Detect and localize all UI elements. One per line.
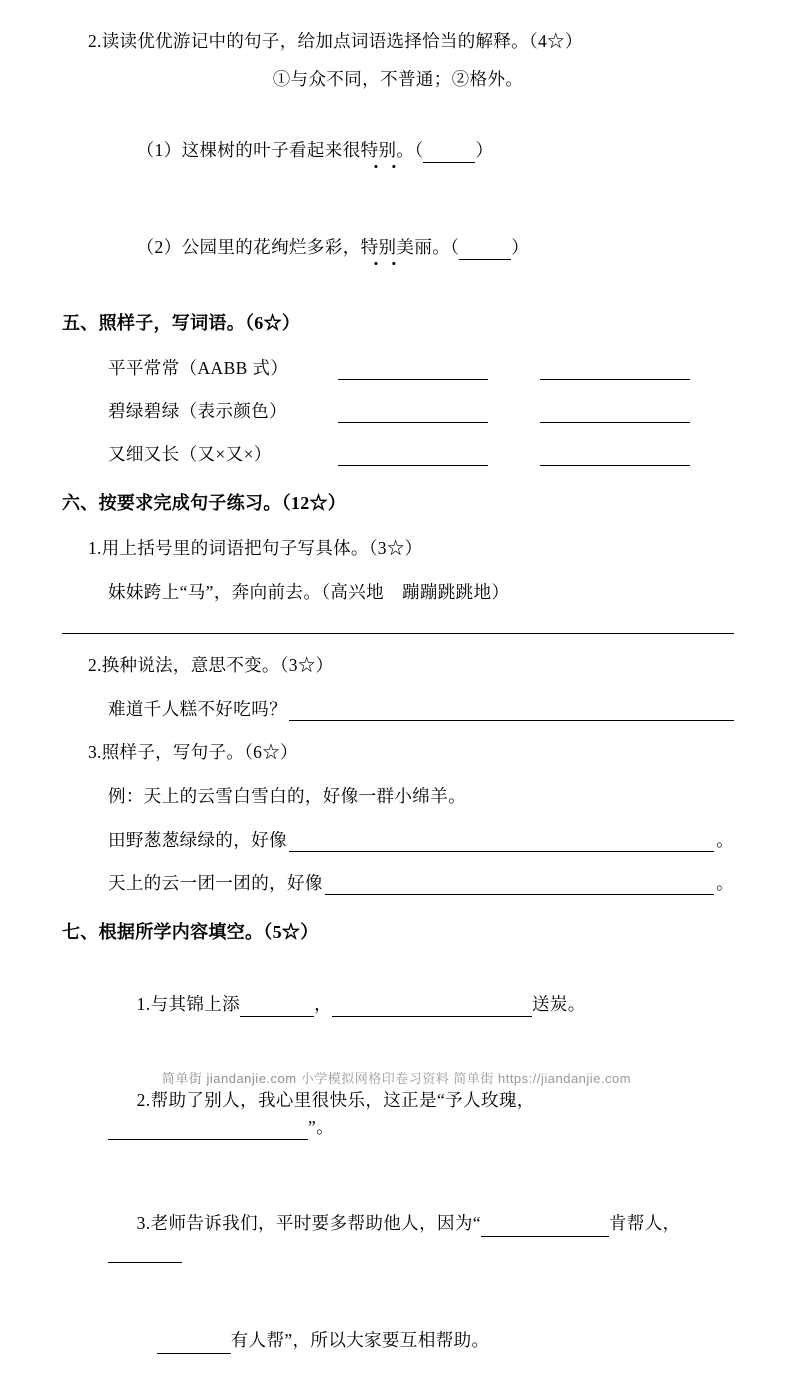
section-five-row-2 [108,398,734,423]
section-six-q2-answer-blank[interactable] [289,701,734,720]
row-2-blank-2[interactable] [540,404,690,423]
item-1-suffix: 。（ [396,139,424,160]
item-2-dotted-word: 特别 [361,234,397,260]
section-five-row-1 [108,355,734,380]
q3-part-c: 有人帮”，所以大家要互相帮助。 [230,1330,490,1351]
section-seven-heading: 七、根据所学内容填空。（5☆） [62,922,319,943]
section-six-q2-sentence-row [108,696,734,721]
q3-item-1-end: 。 [716,830,734,851]
section-five-heading: 五、照样子，写词语。（6☆） [62,313,301,333]
q1-blank-2[interactable] [332,997,532,1016]
watermark-right: 简单街 https://jiandanjie.com [453,1071,632,1086]
section-six-q2-heading: 2.换种说法，意思不变。（3☆） [88,654,334,675]
section-four-q2-options: ①与众不同，不普通；②格外。 [272,69,524,90]
q3-item-1-blank[interactable] [289,833,714,852]
q3-part-b: 肯帮人， [608,1213,681,1234]
q3-item-2-end: 。 [716,873,734,894]
q1-part-b: ， [314,993,332,1014]
worksheet-content [62,28,734,1380]
row-3-blank-1[interactable] [338,447,488,466]
q3-part-a: 3.老师告诉我们，平时要多帮助他人，因为“ [136,1213,481,1234]
item-2-suffix: 美丽。（ [396,236,460,257]
section-six-q3-item-1 [108,827,734,852]
q3-blank-1[interactable] [481,1217,609,1236]
q2-part-b: ”。 [308,1116,335,1137]
q2-blank-1[interactable] [108,1120,308,1139]
section-five-row-3 [108,441,734,466]
q3-item-2-text: 天上的云一团一团的，好像 [108,873,323,894]
section-six-q1-answer-line[interactable] [62,632,734,634]
q3-blank-2[interactable] [108,1243,182,1262]
item-2-tail: ） [511,236,530,257]
q1-part-a: 1.与其锦上添 [136,993,241,1014]
row-2-blank-1[interactable] [338,404,488,423]
row-3-blank-2[interactable] [540,447,690,466]
section-six-q1-sentence: 妹妹跨上“马”，奔向前去。（高兴地 蹦蹦跳跳地） [108,582,510,603]
q3-item-1-text: 田野葱葱绿绿的，好像 [108,830,287,851]
section-seven-q3 [108,1184,734,1289]
section-six-q1-heading: 1.用上括号里的词语把句子写具体。（3☆） [88,538,423,558]
section-four-q2-item-1 [108,111,734,190]
footer-watermark [0,1068,793,1087]
section-four-q2-heading: 2.读读优优游记中的句子，给加点词语选择恰当的解释。（4☆） [88,31,583,51]
row-1-blank-1[interactable] [338,361,488,380]
q1-part-c: 送炭。 [532,993,586,1014]
section-seven-q3-cont [128,1301,734,1380]
item-2-prefix: （2）公园里的花绚烂多彩， [136,236,361,257]
item-1-prefix: （1）这棵树的叶子看起来很 [136,139,361,160]
section-six-q3-heading: 3.照样子，写句子。（6☆） [88,741,298,762]
row-1-blank-2[interactable] [540,361,690,380]
item-1-tail: ） [475,139,494,160]
watermark-left: 简单街 jiandanjie.com [161,1071,297,1086]
q3-blank-3[interactable] [157,1334,231,1353]
section-six-q3-example: 例：天上的云雪白雪白的，好像一群小绵羊。 [108,786,466,806]
section-six-q3-item-2 [108,870,734,895]
item-2-answer-blank[interactable] [459,240,511,259]
watermark-mid: 小学模拟网格印卷习资料 [300,1071,450,1086]
row-2-label: 碧绿碧绿（表示颜色） [108,401,287,421]
section-four-q2-item-2 [108,207,734,286]
row-1-label: 平平常常（AABB 式） [108,358,289,378]
q3-item-2-blank[interactable] [325,876,714,895]
q1-blank-1[interactable] [240,997,314,1016]
item-1-dotted-word: 特别 [361,137,397,163]
section-six-q2-sentence: 难道千人糕不好吃吗？ [108,698,287,719]
q2-part-a: 2.帮助了别人，我心里很快乐，这正是“予人玫瑰， [136,1090,535,1111]
row-3-label: 又细又长（又×又×） [108,444,272,464]
section-six-heading: 六、按要求完成句子练习。（12☆） [62,493,347,513]
section-seven-q1 [108,964,734,1043]
item-1-answer-blank[interactable] [423,144,475,163]
